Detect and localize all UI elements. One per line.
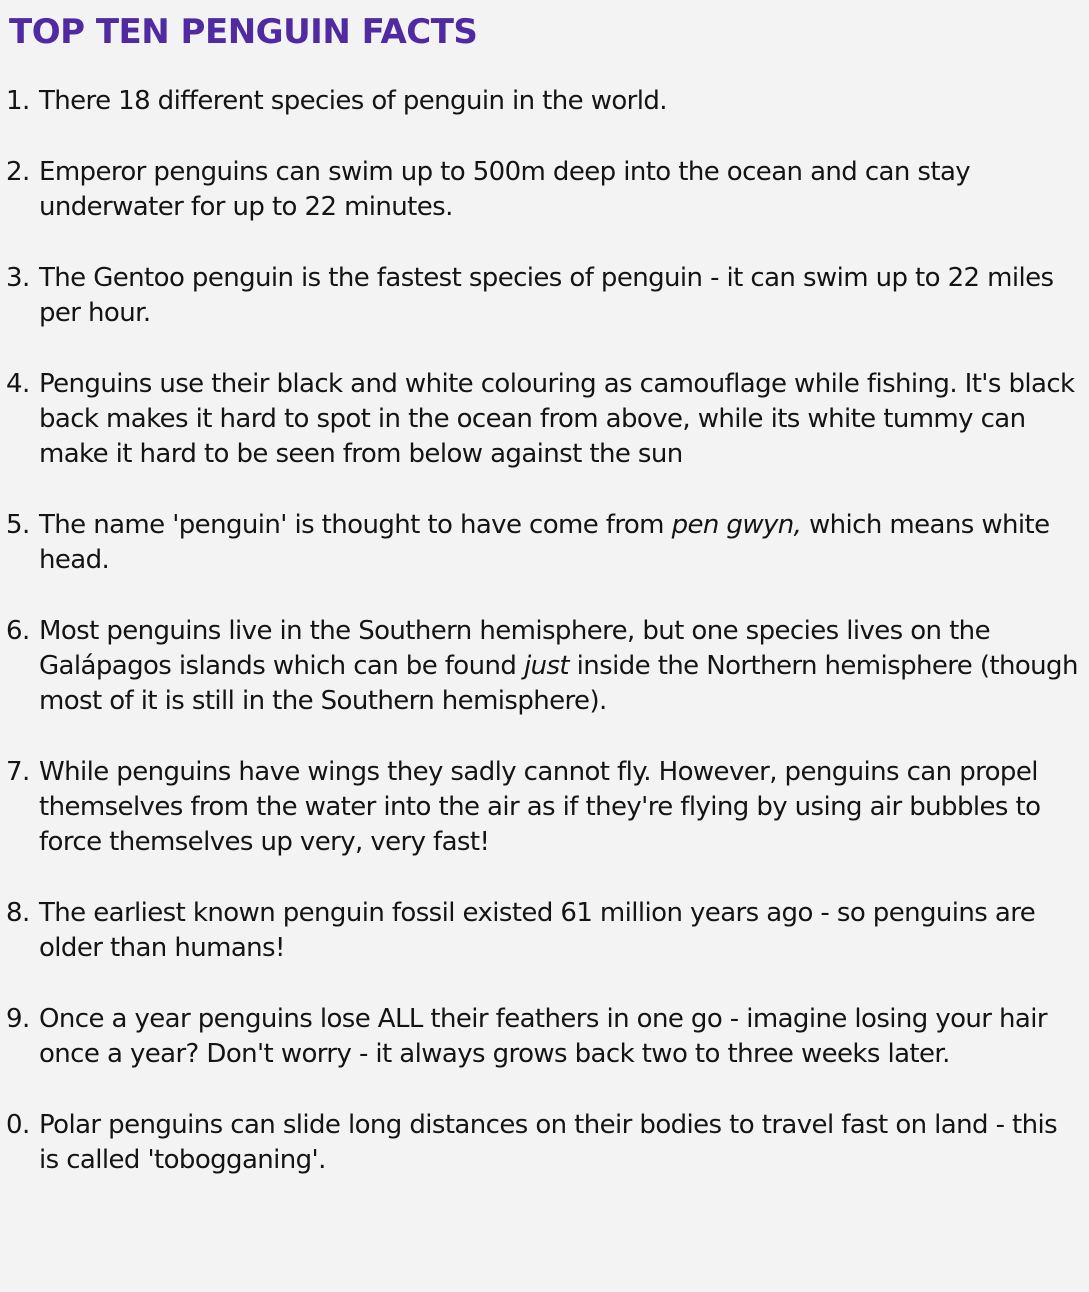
list-item xyxy=(6,755,1084,860)
fact-text: Penguins use their black and white colouring as camouflage while fishing. It's black back makes it hard to spot in the ocean from above, while its white tummy can make it hard to be seen from below against the sun xyxy=(39,369,1075,469)
italic-text: just xyxy=(523,651,569,681)
fact-text: While penguins have wings they sadly cannot fly. However, penguins can propel themselves from the water into the air as if they're flying by using air bubbles to force themselves up very, very fast! xyxy=(39,757,1041,857)
fact-number: 0. xyxy=(6,1110,30,1140)
italic-text: pen gwyn, xyxy=(671,510,802,540)
fact-number: 1. xyxy=(6,86,30,116)
fact-number: 5. xyxy=(6,510,30,540)
facts-list xyxy=(6,84,1084,1214)
list-item xyxy=(6,84,1084,119)
fact-number: 6. xyxy=(6,616,30,646)
fact-text: The Gentoo penguin is the fastest species of penguin - it can swim up to 22 miles per hour. xyxy=(39,263,1054,328)
fact-number: 7. xyxy=(6,757,30,787)
fact-number: 8. xyxy=(6,898,30,928)
list-item xyxy=(6,367,1084,472)
fact-text: The earliest known penguin fossil existed 61 million years ago - so penguins are older than humans! xyxy=(39,898,1036,963)
list-item xyxy=(6,508,1084,578)
list-item xyxy=(6,261,1084,331)
fact-number: 9. xyxy=(6,1004,30,1034)
fact-text: Emperor penguins can swim up to 500m deep into the ocean and can stay underwater for up to 22 minutes. xyxy=(39,157,971,222)
page-title: TOP TEN PENGUIN FACTS xyxy=(9,12,478,52)
fact-number: 4. xyxy=(6,369,30,399)
fact-text: Most penguins live in the Southern hemisphere, but one species lives on the Galápagos islands which can be found just inside the Northern hemisphere (though most of it is still in the Southern hemisphere). xyxy=(39,616,1078,716)
fact-text: There 18 different species of penguin in the world. xyxy=(39,86,667,116)
fact-text: Polar penguins can slide long distances on their bodies to travel fast on land - this is called 'tobogganing'. xyxy=(39,1110,1058,1175)
list-item xyxy=(6,896,1084,966)
fact-number: 2. xyxy=(6,157,30,187)
fact-text: Once a year penguins lose ALL their feathers in one go - imagine losing your hair once a year? Don't worry - it always grows back two to three weeks later. xyxy=(39,1004,1047,1069)
fact-text: The name 'penguin' is thought to have come from pen gwyn, which means white head. xyxy=(39,510,1050,575)
list-item xyxy=(6,614,1084,719)
list-item xyxy=(6,155,1084,225)
fact-number: 3. xyxy=(6,263,30,293)
list-item xyxy=(6,1108,1084,1178)
list-item xyxy=(6,1002,1084,1072)
